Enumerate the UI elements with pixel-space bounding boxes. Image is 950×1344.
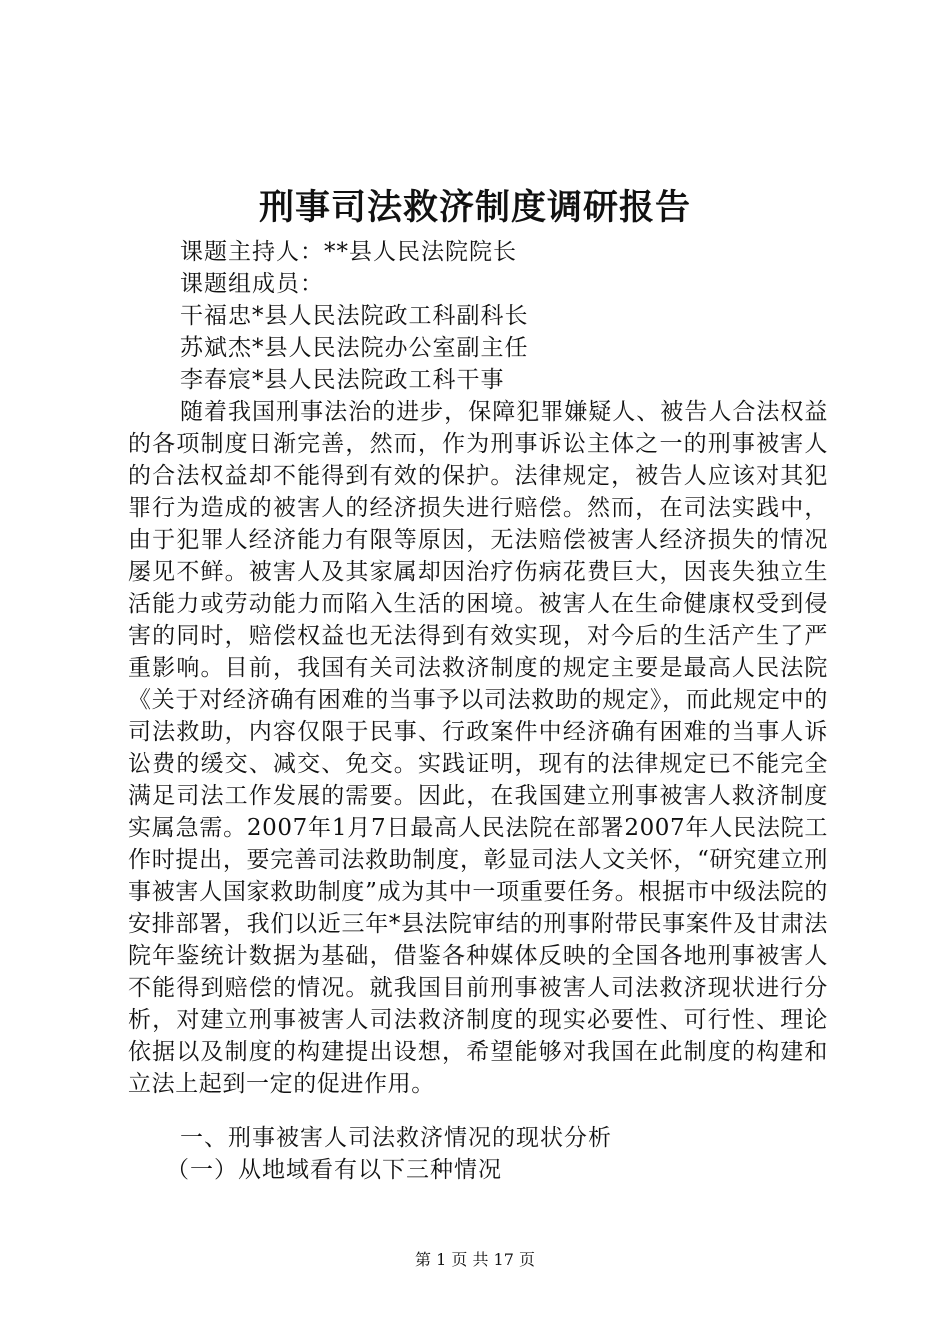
members-label: 课题组成员： — [180, 271, 324, 297]
member-line: 李春宸*县人民法院政工科干事 — [180, 367, 505, 393]
page-number: 第 1 页 共 17 页 — [415, 1250, 535, 1269]
subsection-heading: （一）从地域看有以下三种情况 — [166, 1157, 502, 1183]
author-block — [180, 236, 529, 396]
member-line: 苏斌杰*县人民法院办公室副主任 — [180, 335, 529, 361]
section-heading: 一、刑事被害人司法救济情况的现状分析 — [180, 1125, 612, 1151]
host-line: 课题主持人：**县人民法院院长 — [180, 239, 517, 265]
intro-paragraph: 随着我国刑事法治的进步，保障犯罪嫌疑人、被告人合法权益的各项制度日渐完善，然而，作为刑事诉讼主体之一的刑事被害人的合法权益却不能得到有效的保护。法律规定，被告人应该对其犯罪行为造成的被害人的经济损失进行赔偿。然而，在司法实践中，由于犯罪人经济能力有限等原因，无法赔偿被害人经济损失的情况屡见不鲜。被害人及其家属却因治疗伤病花费巨大，因丧失独立生活能力或劳动能力而陷入生活的困境。被害人在生命健康权受到侵害的同时，赔偿权益也无法得到有效实现，对今后的生活产生了严重影响。目前，我国有关司法救济制度的规定主要是最高人民法院《关于对经济确有困难的当事予以司法救助的规定》，而此规定中的司法救助，内容仅限于民事、行政案件中经济确有困难的当事人诉讼费的缓交、减交、免交。实践证明，现有的法律规定已不能完全满足司法工作发展的需要。因此，在我国建立刑事被害人救济制度实属急需。2007年1月7日最高人民法院在部署2007年人民法院工作时提出，要完善司法救助制度，彰显司法人文关怀，“研究建立刑事被害人国家救助制度”成为其中一项重要任务。根据市中级法院的安排部署，我们以近三年*县法院审结的刑事附带民事案件及甘肃法院年鉴统计数据为基础，借鉴各种媒体反映的全国各地刑事被害人不能得到赔偿的情况。就我国目前刑事被害人司法救济现状进行分析，对建立刑事被害人司法救济制度的现实必要性、可行性、理论依据以及制度的构建提出设想，希望能够对我国在此制度的构建和立法上起到一定的促进作用。 — [128, 399, 828, 1097]
member-line: 干福忠*县人民法院政工科副科长 — [180, 303, 529, 329]
document-title: 刑事司法救济制度调研报告 — [258, 187, 691, 228]
